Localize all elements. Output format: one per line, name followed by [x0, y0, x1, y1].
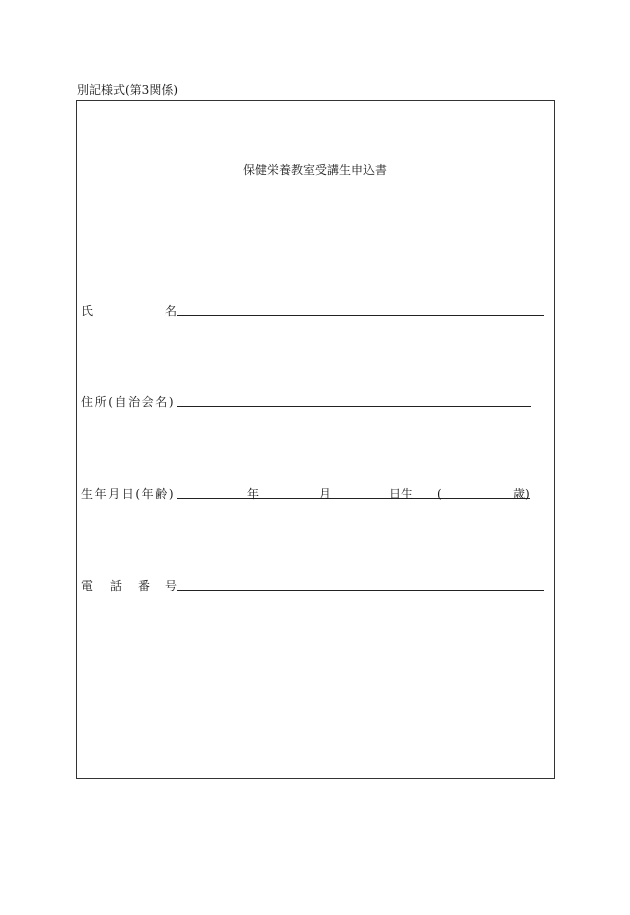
age-unit: 歳): [513, 487, 530, 501]
phone-label-char-1: 電: [81, 579, 94, 593]
birthdate-label: 生年月日(年齢): [81, 487, 176, 501]
form-caption: 別記様式(第3関係): [77, 83, 178, 97]
address-label: 住所(自治会名): [81, 395, 176, 409]
phone-input-line[interactable]: [177, 590, 544, 591]
name-input-line[interactable]: [177, 315, 544, 316]
phone-label-char-4: 号: [165, 579, 178, 593]
age-open-paren: (: [437, 487, 442, 501]
form-frame: [76, 100, 555, 779]
address-input-line[interactable]: [177, 406, 531, 407]
birth-month-unit: 月: [319, 487, 332, 501]
name-label-first: 氏: [81, 304, 94, 318]
birth-day-unit: 日生: [389, 487, 414, 501]
birth-year-unit: 年: [247, 487, 260, 501]
name-label-last: 名: [165, 304, 178, 318]
phone-label-char-2: 話: [110, 579, 123, 593]
phone-label-char-3: 番: [138, 579, 151, 593]
birthdate-input-line[interactable]: [177, 498, 530, 499]
form-title: 保健栄養教室受講生申込書: [242, 163, 387, 177]
